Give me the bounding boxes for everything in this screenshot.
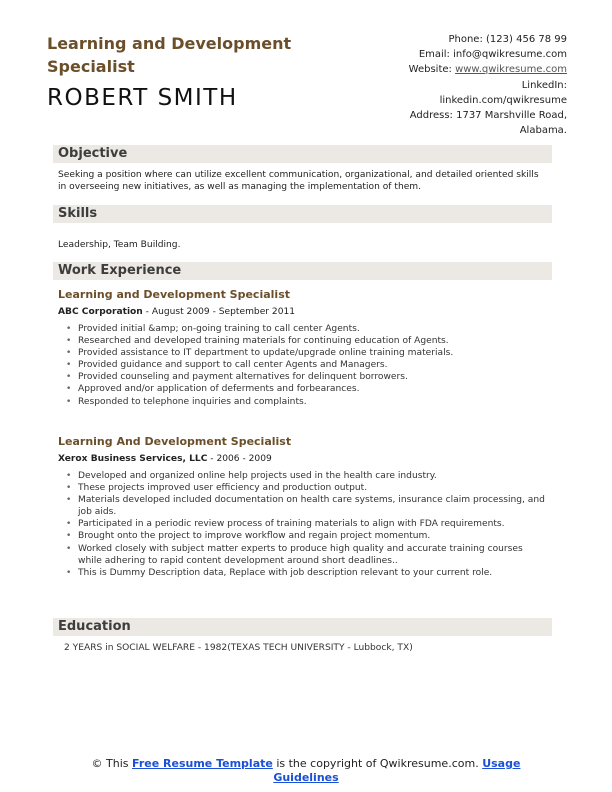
job-title-1: Learning and Development Specialist: [58, 288, 290, 301]
work-section-header: [53, 262, 552, 280]
skills-text: Leadership, Team Building.: [58, 240, 181, 250]
job-bullets-1: [66, 323, 546, 408]
copyright-footer: [70, 757, 542, 785]
company-name-1: ABC Corporation: [58, 307, 143, 317]
email-line: [367, 47, 567, 62]
website-label: Website:: [408, 64, 452, 76]
job-title-2: Learning And Development Specialist: [58, 435, 292, 448]
company-line-2: [58, 454, 272, 464]
list-item: • Researched and developed training materials for continuing education of Agents.: [66, 335, 546, 347]
education-title: Education: [58, 619, 131, 634]
list-item: • Developed and organized online help projects used in the health care industry.: [66, 470, 546, 482]
linkedin-value[interactable]: linkedin.com/qwikresume: [439, 94, 567, 106]
job-bullets-2: [66, 470, 546, 579]
skills-section-header: [53, 205, 552, 223]
address-value-1: 1737 Marshville Road,: [456, 110, 567, 122]
contact-block: [367, 32, 567, 138]
email-value[interactable]: info@qwikresume.com: [453, 49, 567, 61]
objective-title: Objective: [58, 146, 128, 161]
list-item: • Provided counseling and payment alternatives for delinquent borrowers.: [66, 371, 546, 383]
list-item: • Brought onto the project to improve workflow and regain project momentum.: [66, 530, 546, 542]
footer-middle: is the copyright of Qwikresume.com.: [272, 757, 483, 770]
work-title: Work Experience: [58, 263, 182, 278]
objective-section-header: [53, 145, 552, 163]
website-link[interactable]: www.qwikresume.com: [455, 64, 567, 76]
list-item: • Responded to telephone inquiries and complaints.: [66, 396, 546, 408]
education-text: 2 YEARS in SOCIAL WELFARE - 1982(TEXAS TECH UNIVERSITY - Lubbock, TX): [64, 643, 413, 653]
resume-header: [47, 32, 567, 137]
company-name-2: Xerox Business Services, LLC: [58, 454, 208, 464]
list-item: • These projects improved user efficiency and production output.: [66, 482, 546, 494]
list-item: • Participated in a periodic review process of training materials to align with FDA requirements.: [66, 518, 546, 530]
list-item: • Materials developed included documentation on health care systems, insurance claim processing, and job aids.: [66, 494, 546, 518]
objective-text: Seeking a position where can utilize excellent communication, organizational, and detailed oriented skills in overseeing new initiatives, as well as managing the implementation of them.: [58, 170, 539, 192]
phone-value: (123) 456 78 99: [486, 34, 567, 45]
job-dates-2: - 2006 - 2009: [207, 454, 272, 464]
list-item: • Approved and/or application of deferments and forbearances.: [66, 383, 546, 395]
address-label: Address:: [409, 110, 453, 122]
footer-prefix: © This: [91, 757, 133, 770]
email-label: Email:: [418, 49, 450, 61]
free-resume-template-link[interactable]: Free Resume Template: [132, 757, 273, 770]
list-item: • Provided assistance to IT department to update/upgrade online training materials.: [66, 347, 546, 359]
company-line-1: [58, 307, 295, 317]
job-dates-1: - August 2009 - September 2011: [142, 307, 296, 317]
skills-title: Skills: [58, 206, 98, 221]
job-title: Learning and Development Specialist: [47, 34, 292, 76]
candidate-name: ROBERT SMITH: [47, 85, 238, 111]
list-item: • This is Dummy Description data, Replace with job description relevant to your current role.: [66, 567, 546, 579]
linkedin-label: LinkedIn:: [521, 79, 567, 91]
website-line: [367, 62, 567, 77]
usage-guidelines-link[interactable]: Usage Guidelines: [273, 757, 521, 784]
list-item: • Provided guidance and support to call center Agents and Managers.: [66, 359, 546, 371]
phone-line: [367, 32, 567, 47]
phone-label: Phone:: [448, 34, 483, 45]
list-item: • Provided initial &amp; on-going training to call center Agents.: [66, 323, 546, 335]
education-section-header: [53, 618, 552, 636]
address-line: [367, 108, 567, 123]
list-item: • Worked closely with subject matter experts to produce high quality and accurate training courses while adhering to rapid content development around short deadlines..: [66, 543, 546, 567]
address-value-2: Alabama.: [519, 125, 567, 137]
